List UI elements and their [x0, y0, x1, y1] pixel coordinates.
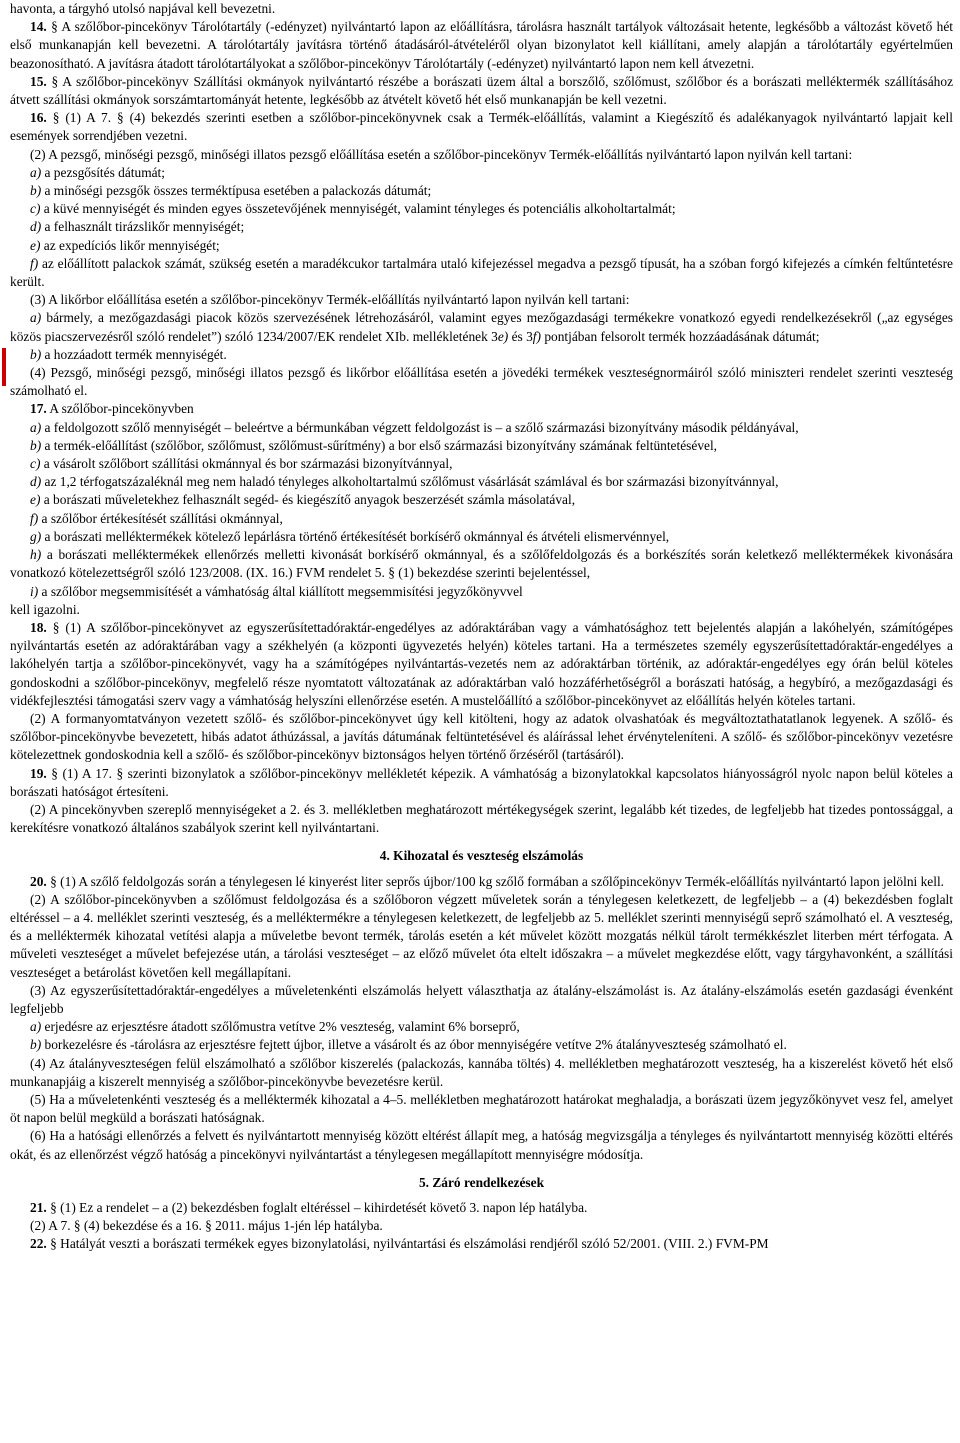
- section-sign: §: [51, 19, 58, 35]
- list-text: a feldolgozott szőlő mennyiségét – beleértve a bérmunkában végzett feldolgozást is – a szőlő származási bizonyítvány második példányával,: [44, 419, 799, 435]
- list-item: [10, 309, 953, 345]
- subsection: (5) Ha a műveletenkénti veszteség és a melléktermék kihozatal a 4–5. mellékletben meghatározott határokat meghaladja, a borászati üzem jegyzőkönyvet vesz fel, amelyet öt napon belül megküld a borászati hatóságnak.: [10, 1091, 953, 1126]
- list-text: a felhasznált tirázslikőr mennyiségét;: [44, 219, 245, 235]
- section-sign: §: [51, 765, 58, 781]
- list-label: e): [30, 237, 41, 253]
- list-text: a termék-előállítást (szőlőbor, szőlőmust, szőlőmust-sűrítmény) a bor első származási bizonyítvány számának feltüntetésével,: [44, 437, 718, 453]
- subsection: (6) Ha a hatósági ellenőrzés a felvett és nyilvántartott mennyiség között eltérést állapít meg, a hatóság megvizsgálja a tényleges és nyilvántartott mennyiség közötti eltérés okát, és az ellenőrzést végző hatóság a pincekönyvi nyilvántartást a ténylegesen megállapított mennyiségre módosítja.: [10, 1128, 953, 1162]
- list-label: d): [30, 219, 42, 235]
- subsection: (2) A szőlőbor-pincekönyvben a szőlőmust feldolgozása és a szőlőboron végzett műveletek során a ténylegesen keletkezett, de legfeljebb – a (4) bekezdésben foglalt eltéréssel – a 4. melléklet szerinti veszteség, és a melléktermékre a ténylegesen keletkezett, de legfeljebb az 5. melléklet szerinti mennyiségű seprő számolható el. A veszteség, és a melléktermék kihozatal vetítési alapja a műveletbe bevont termék, tárolás esetén a két művelet között mozgatás nélkül tárolt termékkészlet literben mért térfogata. A műveleti veszteséget a művelet befejezése után, a tárolási veszteséget – az előző művelet óta eltelt időszakra – a művelet megkezdése előtt, vagy tárgyhavonként, a szállítási veszteséget a betárolást követően kell megállapítani.: [10, 891, 953, 980]
- section-text: A szőlőbor-pincekönyv Tárolótartály (-edényzet) nyilvántartó lapon az előállításra, tárolásra használt tartályok változásait hetente, legkésőbb a változást követő hét első munkanapján kell bevezetni. A tárolótartály javításra történő átadásáról-átvételéről olyan bizonylatot kell kiállítani, amely alapján a tárolótartály egyértelműen beazonosítható. A javításra átadott tárolótartályokat a szőlőbor-pincekönyv Tárolótartály (-edényzet) nyilvántartó lapon nem kell átvezetni.: [10, 19, 954, 71]
- section-text: A szőlőbor-pincekönyv Szállítási okmányok nyilvántartó részébe a borászati üzem által a borszőlő, szőlőmust, szőlőbor és a borászati melléktermék szállításához átvett szállítási okmányok sorszámtartományát hetente, legkésőbb az átvételt követő hét első munkanapján be kell vezetni.: [10, 73, 954, 108]
- list-text: a minőségi pezsgők összes terméktípusa esetében a palackozás dátumát;: [44, 183, 432, 199]
- section-sign: §: [52, 619, 60, 635]
- list-item: [10, 491, 953, 509]
- subsection: (3) Az egyszerűsítettadóraktár-engedélyes a műveletenkénti elszámolás helyett választhatja az átalány-elszámolást is. Az átalány-elszámolás esetén gazdasági évenként legfeljebb: [10, 982, 953, 1016]
- paragraph-lead: havonta, a tárgyhó utolsó napjával kell bevezetni.: [10, 1, 276, 16]
- list-text: a borászati melléktermékek kötelező lepárlásra történő értékesítését borkísérő okmánnyal és átvételi elismervénnyel,: [44, 528, 670, 544]
- list-item: [10, 528, 953, 546]
- section-20: [10, 873, 953, 891]
- section-sign: §: [50, 1236, 57, 1252]
- list-label: b): [30, 183, 42, 199]
- list-text: a borászati melléktermékek ellenőrzés melletti kivonását borkísérő okmánnyal, és a szőlőfeldolgozás és a borkészítés során keletkező melléktermékek kivonására vonatkozó kötelezettségről szóló 123/2008. (IX. 16.) FVM rendelet 5. § (1) bekezdése szerinti bejelentéssel,: [10, 547, 953, 581]
- list-label: a): [30, 419, 42, 435]
- list-text: a küvé mennyiségét és minden egyes összetevőjének mennyiségét, valamint tényleges és potenciális alkoholtartalmát;: [43, 201, 676, 217]
- section-number: 20.: [30, 873, 47, 889]
- section-number: 17.: [30, 401, 47, 417]
- list-label: b): [30, 437, 42, 453]
- list-text: a vásárolt szőlőbort szállítási okmánnyal és bor származási bizonyítvánnyal,: [43, 456, 453, 472]
- section-17: [10, 400, 953, 418]
- list-label: c): [30, 201, 41, 217]
- list-text: a borászati műveletekhez felhasznált segéd- és kiegészítő anyagok beszerzését számla másolatával,: [43, 492, 576, 508]
- subsection: (2) A 7. § (4) bekezdése és a 16. § 2011. május 1-jén lép hatályba.: [30, 1218, 383, 1234]
- list-text: bármely, a mezőgazdasági piacok közös szervezésének létrehozásáról, valamint egyes mezőgazdasági termékekre vonatkozó egyedi rendelkezésekről („az egységes közös piacszervezésről szóló rendelet”) szóló 1234/2007/EK rendelet XIb. mellékletének 3: [10, 310, 953, 344]
- chapter-heading: 4. Kihozatal és veszteség elszámolás: [379, 848, 584, 864]
- list-item: [10, 419, 953, 437]
- list-17: [10, 419, 953, 601]
- section-number: 14.: [30, 19, 47, 35]
- list-label: a): [30, 164, 42, 180]
- subsection: (3) A likőrbor előállítása esetén a szőlőbor-pincekönyv Termék-előállítás nyilvántartó lapon nyilván kell tartani:: [30, 292, 630, 308]
- list-text: a szőlőbor megsemmisítését a vámhatóság által kiállított megsemmisítési jegyzőkönyvvel: [41, 583, 523, 599]
- list-text: a hozzáadott termék mennyiségét.: [44, 346, 227, 362]
- list-item: [10, 437, 953, 455]
- list-text-italic: f): [532, 328, 541, 344]
- section-sign: §: [50, 873, 57, 889]
- list-label: c): [30, 456, 41, 472]
- section-text: (1) A szőlőbor-pincekönyvet az egyszerűsítettadóraktár-engedélyes az adóraktárában vagy a vámhatósághoz tett bejelentés alapján a lakóhelyén, számítógépes nyilvántartás esetén az adóraktárában vagy a székhelyén (a központi ügyvezetés helyén) köteles tartani. Ha a természetes személy egyszerűsítettadóraktár-engedélyes a lakóhelyén tartja a szőlőbor-pincekönyvét, vagy ha a számítógépes nyilvántartás-vezetés nem az adóraktárban történik, az adóraktár-engedélyes egy órán belül köteles gondoskodni a szőlőbor-pincekönyv, megfelelő része nyomtatott változatának az adóraktárban való hozzáférhetőségről a borászati hatóság, a hegybíró, a mezőgazdasági és vidékfejlesztési támogatási szerv vagy a vámhatóság helyszíni ellenőrzése esetén. A mustelőállító a szőlőbor-pincekönyvet az előállítás helyén köteles tartani.: [10, 619, 953, 708]
- section-text: (1) A 17. § szerinti bizonylatok a szőlőbor-pincekönyv mellékletét képezik. A vámhatóság a bizonylatokkal kapcsolatos hiányosságról nyolc napon belül köteles a borászati hatóságot értesíteni.: [10, 765, 953, 799]
- section-number: 18.: [30, 619, 47, 635]
- list-label: d): [30, 474, 42, 490]
- section-14: [10, 18, 953, 73]
- list-text: erjedésre az erjesztésre átadott szőlőmustra vetítve 2% veszteség, valamint 6% borseprő,: [44, 1019, 520, 1035]
- subsection: (4) Az átalányveszteségen felül elszámolható a szőlőbor kiszerelés (palackozás, kannába töltés) 4. mellékletben meghatározott veszteség, ha a kiszerelést követő hét első munkanapjáig a kiszerelt mennyiség a szőlőbor-pincekönyvbe bevezetésre kerül.: [10, 1055, 953, 1089]
- section-15: [10, 73, 953, 109]
- list-label: b): [30, 1037, 42, 1053]
- list-label: i): [30, 583, 39, 599]
- list-item: [10, 200, 953, 218]
- list-item: [10, 346, 953, 364]
- list-item: [10, 255, 953, 291]
- section-text: (1) Ez a rendelet – a (2) bekezdésben foglalt eltéréssel – kihirdetését követő 3. napon lép hatályba.: [60, 1200, 588, 1215]
- list-item: [10, 473, 953, 491]
- list-item: [10, 237, 953, 255]
- list-label: h): [30, 547, 42, 563]
- subsection: (2) A formanyomtatványon vezetett szőlő- és szőlőbor-pincekönyvet úgy kell kitölteni, hogy az adatok olvashatóak és megváltoztathatatlanok legyenek. A szőlő- és szőlőbor-pincekönyvbe bevezetett, hibás adatot áthúzással, a javítás dátumának feltüntetésével és aláírással lehet érvényteleníteni. A szőlő- és szőlőbor-pincekönyv vezetésre kötelezettnek gondoskodnia kell a szőlő- és szőlőbor-pincekönyv biztonságos helyen történő őrzéséről (tartásáról).: [10, 710, 953, 763]
- list-label: f): [30, 510, 39, 526]
- list-text: pontjában felsorolt termék hozzáadásának dátumát;: [540, 328, 820, 344]
- list-item: [10, 546, 953, 582]
- section-sign: §: [50, 1200, 57, 1215]
- section-21: [10, 1199, 953, 1217]
- section-number: 22.: [30, 1236, 47, 1252]
- list-text: az 1,2 térfogatszázaléknál meg nem haladó tényleges alkoholtartalmú szőlőmust vásárlását számlával és bor származási bizonyítvánnyal,: [44, 474, 779, 490]
- list-text: a szőlőbor értékesítését szállítási okmánnyal,: [41, 510, 283, 526]
- section-19: [10, 765, 953, 801]
- list-label: e): [30, 492, 41, 508]
- chapter-heading: 5. Záró rendelkezések: [418, 1174, 545, 1190]
- list-text: és 3: [508, 328, 533, 344]
- list-text-italic: e): [497, 328, 509, 344]
- list-text: az expedíciós likőr mennyiségét;: [43, 237, 220, 253]
- subsection: (2) A pincekönyvben szereplő mennyiségeket a 2. és 3. mellékletben meghatározott mértékegységek szerint, legalább két tizedes, de legfeljebb hat tizedes pontossággal, a kerekítésre vonatkozó általános szabályok szerint kell nyilvántartani.: [10, 801, 953, 836]
- list-item: [10, 583, 953, 601]
- list-item: [10, 1036, 953, 1054]
- section-16: [10, 109, 953, 145]
- section-sign: §: [51, 73, 59, 89]
- section-text: A szőlőbor-pincekönyvben: [49, 401, 194, 417]
- list-label: f): [30, 255, 39, 271]
- list-item: [10, 510, 953, 528]
- change-marker-bar: [2, 348, 6, 386]
- list-label: b): [30, 346, 42, 362]
- section-22: [10, 1235, 953, 1253]
- section-number: 19.: [30, 765, 47, 781]
- list-label: a): [30, 310, 42, 326]
- section-sign: §: [52, 110, 60, 126]
- list-text: a pezsgősítés dátumát;: [44, 164, 165, 180]
- list-label: a): [30, 1019, 42, 1035]
- list-item: [10, 164, 953, 182]
- list-closing: kell igazolni.: [10, 601, 80, 617]
- list-16-2: [10, 164, 953, 291]
- subsection: (4) Pezsgő, minőségi pezsgő, minőségi illatos pezsgő és likőrbor előállítása esetén a jövedéki termékek veszteségnormáiról szóló miniszteri rendelet szerinti veszteség számolható el.: [10, 365, 953, 399]
- section-text: (1) A szőlő feldolgozás során a ténylegesen lé kinyerést liter seprős újbor/100 kg szőlő formában a szőlőpincekönyv Termék-előállítás nyilvántartó lapon jelölni kell.: [60, 873, 945, 889]
- subsection: (2) A pezsgő, minőségi pezsgő, minőségi illatos pezsgő előállítása esetén a szőlőbor-pincekönyv Termék-előállítás nyilvántartó lapon nyilván kell tartani:: [30, 146, 853, 162]
- list-item: [10, 455, 953, 473]
- section-text: (1) A 7. § (4) bekezdés szerinti esetben a szőlőbor-pincekönyvnek csak a Termék-előállítás, valamint a Kiegészítő és adalékanyagok nyilvántartó lapjait kell események sorrendjében vezetni.: [10, 110, 953, 144]
- section-number: 16.: [30, 110, 47, 126]
- list-text: borkezelésre és -tárolásra az erjesztésre fejtett újbor, illetve a vásárolt és az óbor mennyiségére vetítve 2% átalányveszteség számolható el.: [44, 1037, 787, 1053]
- list-text: az előállított palackok számát, szükség esetén a maradékcukor tartalmára utaló kifejezéssel megadva a pezsgő típusát, ha a szóban forgó kifejezés a címkén feltűntetésre került.: [10, 255, 953, 290]
- list-item: [10, 182, 953, 200]
- list-item: [10, 1018, 953, 1036]
- section-text: Hatályát veszti a borászati termékek egyes bizonylatolási, nyilvántartási és elszámolási rendjéről szóló 52/2001. (VIII. 2.) FVM-PM: [60, 1236, 769, 1252]
- section-number: 21.: [30, 1200, 47, 1215]
- section-number: 15.: [30, 73, 47, 89]
- section-18: [10, 619, 953, 710]
- list-label: g): [30, 528, 42, 544]
- list-item: [10, 218, 953, 236]
